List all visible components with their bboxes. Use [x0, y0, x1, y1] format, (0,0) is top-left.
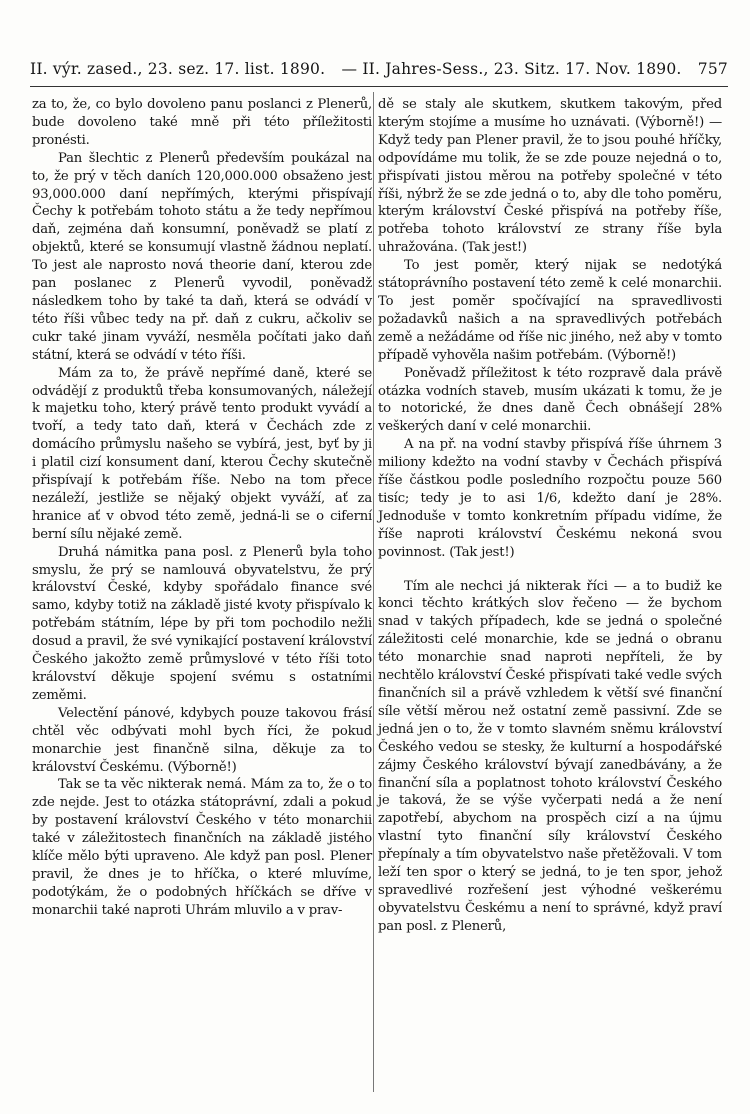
header-german: — II. Jahres-Sess., 23. Sitz. 17. Nov. 1890. — [341, 60, 682, 78]
paragraph: Tím ale nechci já nikterak říci — a to budiž ke konci těchto krátkých slov řečeno — že bychom snad v takých případech, kde se jedná o společné záležitosti celé monarchie, kde se jedná o obranu této monarchie snad naproti nepříteli, že by nechtělo království České přispívati také vedle svých finančních sil a právě vzhledem k větší své finanční síle větší měrou než ostatní země passivní. Zde se jedná jen o to, že v tomto slavném sněmu království Českého vedou se stesky, že kulturní a hospodářské zájmy Českého království bývají zanedbávány, a že finanční síla a poplatnost tohoto království Českého je taková, že se výše vyčerpati nedá a že není zapotřebí, abychom na prospěch cizí a na újmu vlastní tyto finanční síly království Českého přepínaly a tím obyvatelstvo naše přetěžovali. V tom leží ten spor o který se jedná, to je ten spor, jehož spravedlivé rozřešení jest výhodné veškerému obyvatelstvu Českému a není to správné, když praví pan posl. z Plenerů, — [378, 578, 722, 934]
right-column — [378, 96, 722, 936]
header-czech: II. výr. zased., 23. sez. 17. list. 1890. — [30, 60, 326, 78]
page-number: 757 — [697, 60, 728, 78]
paragraph: To jest poměr, který nijak se nedotýká státoprávního postavení této země k celé monarchii. To jest poměr spočívající na spravedlivosti požadavků našich a na spravedlivých potřebách země a nežádáme od říše nic jiného, než aby v tomto případě vyhověla našim potřebám. (Výborně!) — [378, 258, 722, 363]
paragraph: za to, že, co bylo dovoleno panu poslanci z Plenerů, bude dovoleno také mně při této příležitosti pronésti. — [32, 97, 372, 148]
left-column — [32, 96, 372, 920]
paragraph: dě se staly ale skutkem, skutkem takovým, před kterým stojíme a musíme ho uznávati. (Výborně!) — Když tedy pan Plener pravil, že to jsou pouhé hříčky, odpovídáme mu tolik, že se zde pouze nejedná o to, přispívati jistou měrou na potřeby společné v této říši, nýbrž že se zde jedná o to, aby dle toho poměru, kterým království České přispívá na potřeby říše, potřeba tohoto království ze strany říše byla uhražována. (Tak jest!) — [378, 97, 722, 256]
paragraph: Pan šlechtic z Plenerů především poukázal na to, že prý v těch daních 120,000.000 obsaženo jest 93,000.000 daní nepřímých, kterými přispívají Čechy k potřebám tohoto státu a že tedy nepřímou daň, zejména daň konsumní, poněvadž se platí z objektů, které se konsumují vlastně žádnou neplatí. To jest ale naprosto nová theorie daní, kterou zde pan poslanec z Plenerů vyvodil, poněvadž následkem toho by také ta daň, která se odvádí v této říši vůbec tedy na př. daň z cukru, ačkoliv se cukr také jinam vyváží, nesměla počítati jako daň státní, která se odvádí v této říši. — [32, 150, 372, 363]
paragraph: Druhá námitka pana posl. z Plenerů byla toho smyslu, že prý se namlouvá obyvatelstvu, že prý království České, kdyby spořádalo finance své samo, kdyby totiž na základě jisté kvoty přispívalo k potřebám státním, lépe by při tom pochodilo nežli dosud a pravil, že své vynikající postavení království Českého jakožto země průmyslové v této říši toto království děkuje spojení svému s ostatními zeměmi. — [32, 544, 372, 703]
header-rule — [30, 86, 728, 87]
paragraph: Tak se ta věc nikterak nemá. Mám za to, že o to zde nejde. Jest to otázka státoprávní, zdali a pokud by postavení království Českého v této monarchii také v záležitostech finančních na základě jistého klíče mělo býti upraveno. Ale když pan posl. Plener pravil, že dnes je to hříčka, o které mluvíme, podotýkám, že o podobných hříčkách se dříve v monarchii také naproti Uhrám mluvilo a v prav- — [32, 777, 372, 918]
paragraph: Poněvadž příležitost k této rozpravě dala právě otázka vodních staveb, musím ukázati k tomu, že je to notorické, že dnes daně Čech obnášejí 28% veškerých daní v celé monarchii. — [378, 365, 722, 435]
paragraph: Mám za to, že právě nepřímé daně, které se odvádějí z produktů třeba konsumovaných, náležejí k majetku toho, který právě tento produkt vyvádí a tvoří, a tedy tato daň, která v Čechách zde z domácího průmyslu našeho se vybírá, jest, byť by ji i platil cizí konsument daní, kterou Čechy skutečně přispívají k potřebám říše. Nebo na tom přece nezáleží, jestliže se nějaký objekt vyváží, ať za hranice ať v obvod této země, jedná-li se o ciferní berní sílu nějaké země. — [32, 365, 372, 542]
column-separator — [373, 92, 374, 1092]
paragraph: Velectění pánové, kdybych pouze takovou frásí chtěl věc odbývati mohl bych říci, že pokud monarchie jest finančně silna, děkuje za to království Českému. (Výborně!) — [32, 705, 372, 775]
page-header — [30, 60, 728, 78]
paragraph: A na př. na vodní stavby přispívá říše úhrnem 3 miliony kdežto na vodní stavby v Čechách přispívá říše částkou podle posledního rozpočtu pouze 560 tisíc; tedy je to asi 1/6, kdežto daní je 28%. Jednoduše v tomto konkretním případu vidíme, že říše naproti království Českému nekoná svou povinnost. (Tak jest!) — [378, 437, 722, 560]
